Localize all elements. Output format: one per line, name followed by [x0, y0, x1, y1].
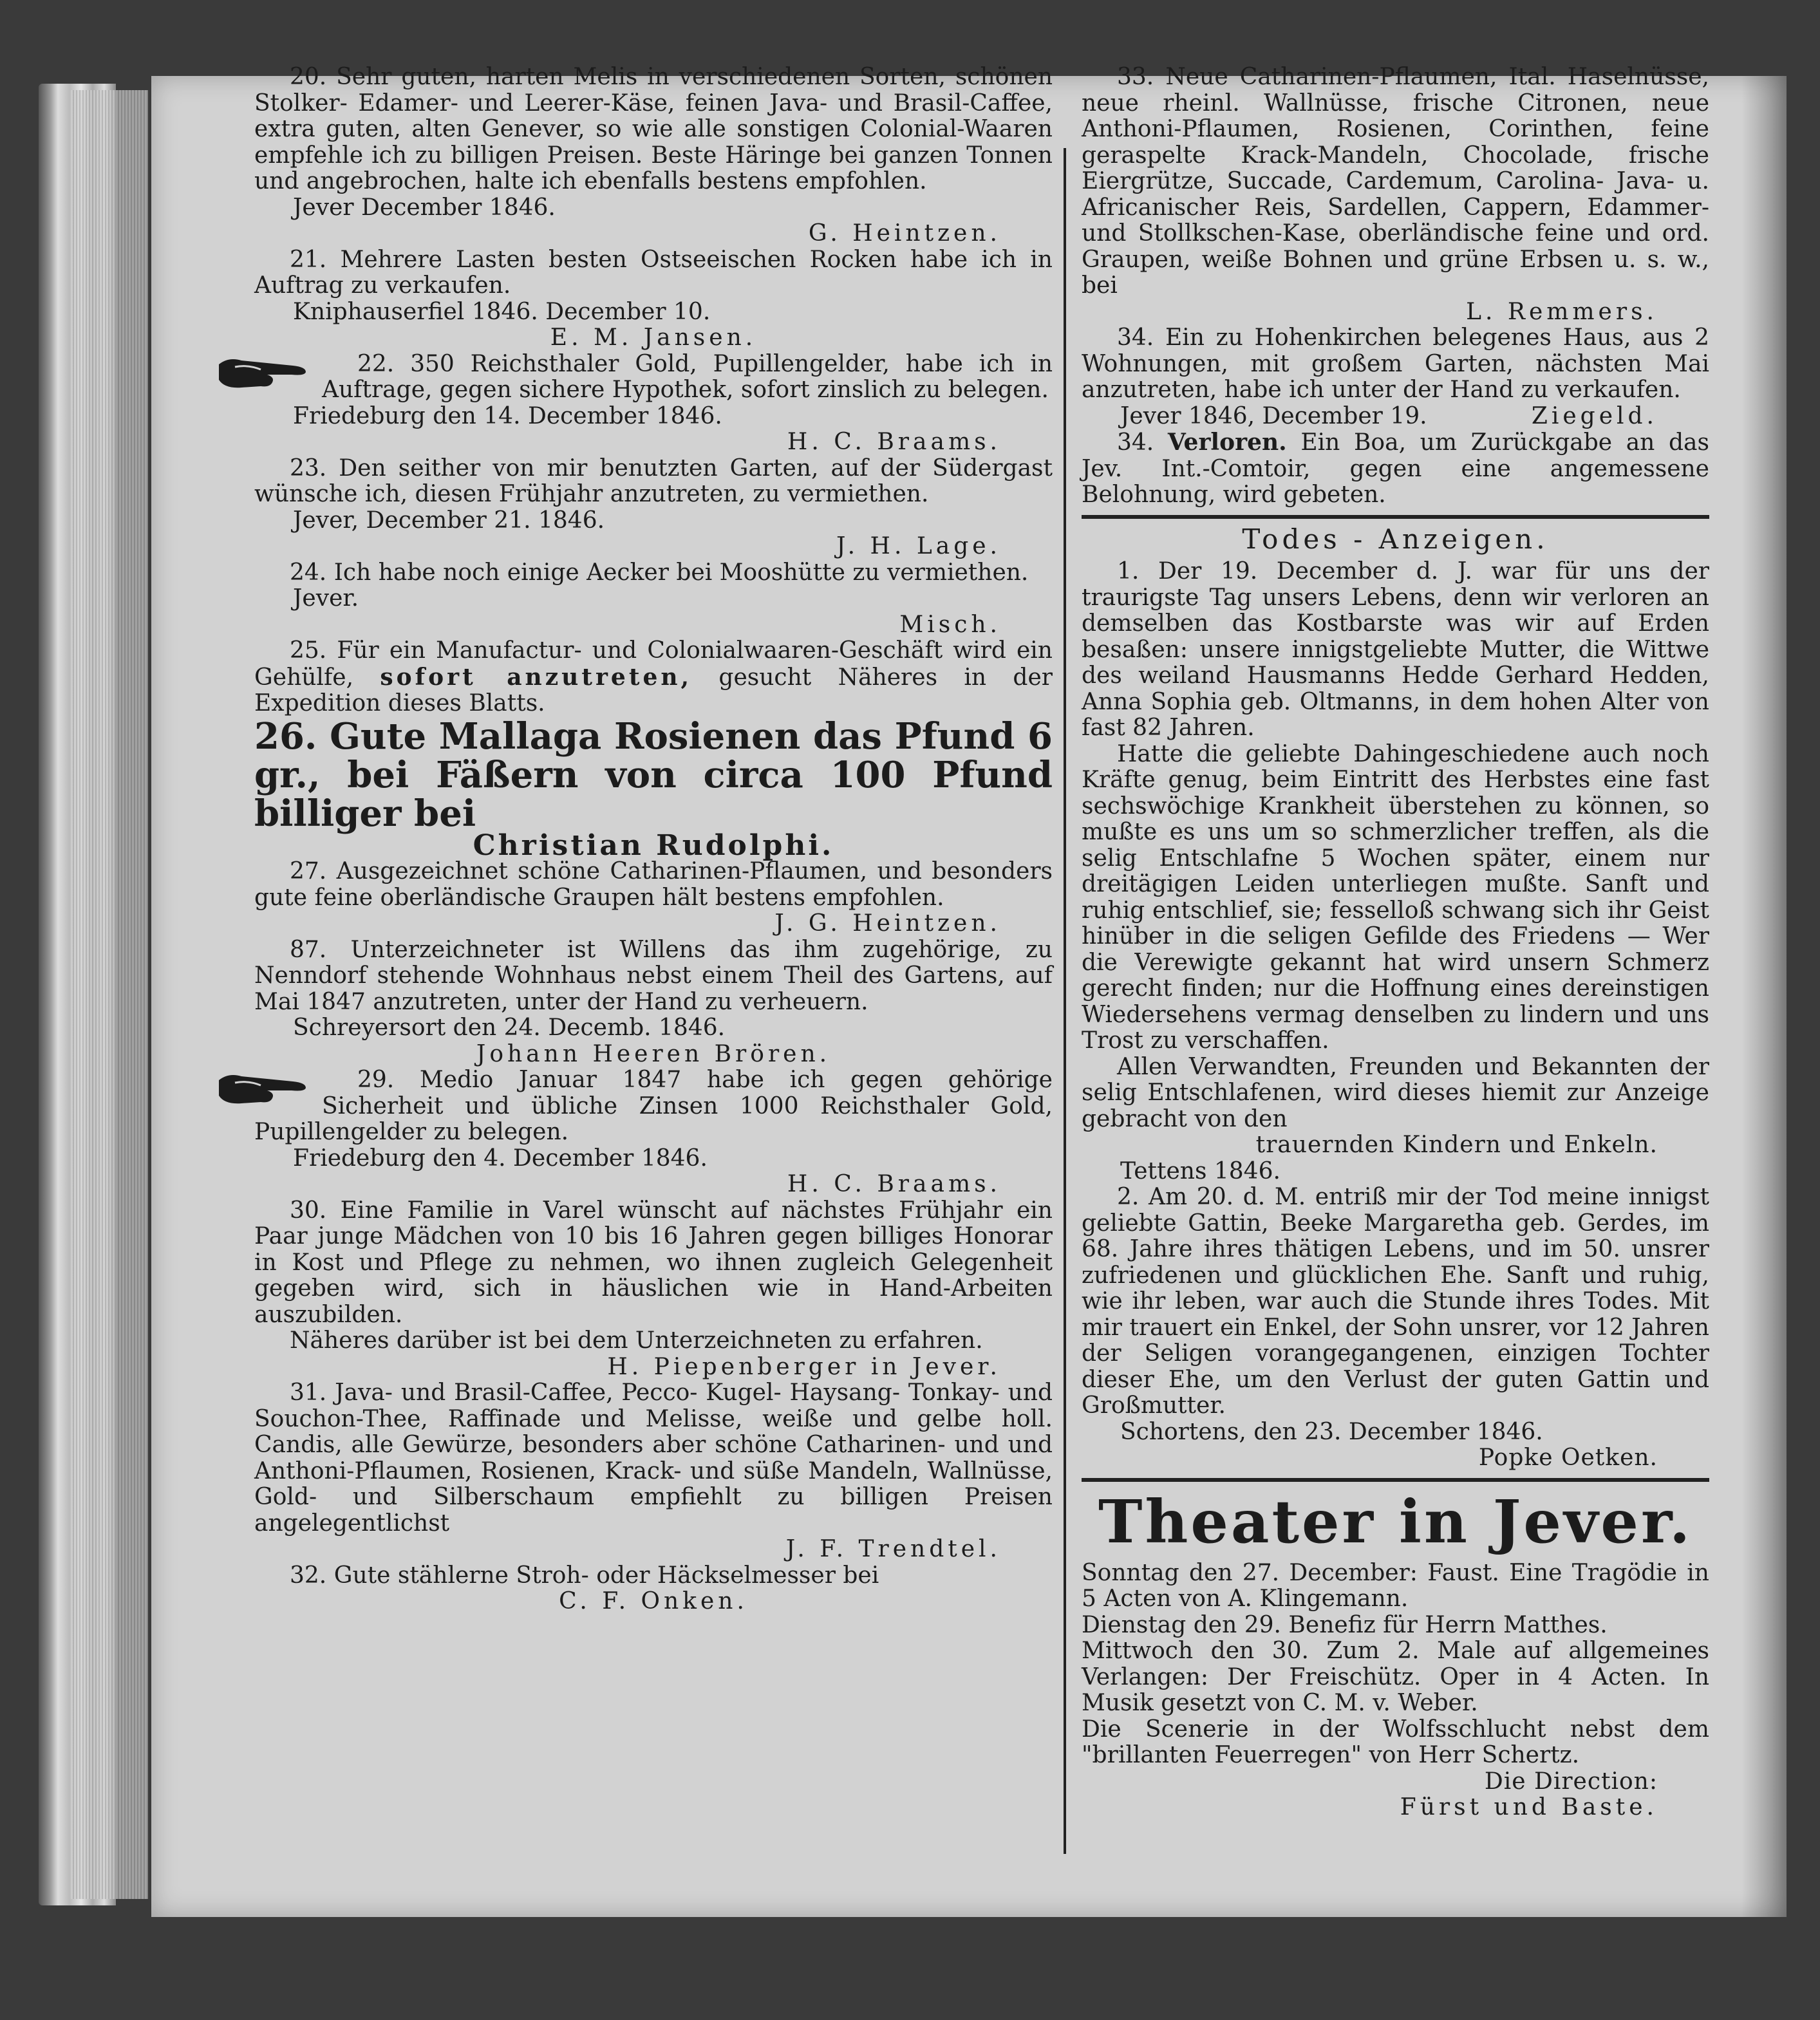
ad-22: [254, 351, 1053, 456]
ad-bold-text: Verloren.: [1167, 429, 1287, 456]
notice-signature: trauernden Kindern und Enkeln.: [1255, 1132, 1658, 1158]
notice-text: Allen Verwandten, Freunden und Bekannten der selig Entschlafenen, wird dieses hiemit zur Anzeige gebracht von den: [1082, 1053, 1709, 1132]
ad-text: 27. Ausgezeichnet schöne Catharinen-Pflaumen, und besonders gute feine oberländische Graupen hält bestens empfohlen.: [254, 858, 1053, 911]
ad-signature: L. Remmers.: [1466, 298, 1658, 325]
ad-place: Jever, December 21. 1846.: [293, 507, 605, 534]
ad-signature: H. C. Braams.: [787, 429, 1001, 455]
ad-text: 25. Für ein Manufactur- und Colonialwaaren-Geschäft wird ein Gehülfe, sofort anzutreten, gesucht Näheres in der Expedition dieses Blatts.: [254, 637, 1053, 716]
death-notices: [1082, 523, 1709, 1472]
ad-26: [254, 715, 1053, 862]
ad-place: Jever.: [293, 585, 359, 612]
ad-33: [1082, 64, 1709, 325]
ad-place: Kniphauserfiel 1846. December 10.: [293, 298, 711, 325]
ad-signature: G. Heintzen.: [808, 220, 1001, 247]
ad-signature: Johann Heeren Brören.: [476, 1040, 831, 1067]
ad-signature: Christian Rudolphi.: [473, 828, 834, 862]
ad-place: Schreyersort den 24. Decemb. 1846.: [293, 1015, 726, 1041]
ad-34-lost: [1082, 429, 1709, 509]
ad-signature: Misch.: [899, 611, 1001, 638]
ad-text: 22. 350 Reichsthaler Gold, Pupillengelder, habe ich in Auftrage, gegen sichere Hypothek, sofort zinslich zu belegen.: [322, 350, 1053, 403]
page-stack: [71, 90, 148, 1899]
ad-signature: C. F. Onken.: [559, 1588, 748, 1614]
ad-text: 34. Ein zu Hohenkirchen belegenes Haus, aus 2 Wohnungen, mit großem Garten, nächsten Mai anzutreten, habe ich unter der Hand zu verkaufen.: [1082, 324, 1709, 403]
ad-30: [254, 1198, 1053, 1381]
theater-line: Mittwoch den 30. Zum 2. Male auf allgemeines Verlangen: Der Freischütz. Oper in 4 Acten. In Musik gesetzt von C. M. v. Weber.: [1082, 1638, 1709, 1716]
theater-line: Dienstag den 29. Benefiz für Herrn Matthes.: [1082, 1611, 1608, 1638]
theater-line: Die Scenerie in der Wolfsschlucht nebst dem "brillanten Feuerregen" von Herr Schertz.: [1082, 1716, 1709, 1768]
theater-direction: Die Direction:: [1484, 1768, 1658, 1795]
section-rule: [1082, 1478, 1709, 1482]
ad-24: [254, 560, 1053, 639]
ad-23: [254, 456, 1053, 560]
section-rule: [1082, 515, 1709, 519]
right-column: [1082, 64, 1709, 1821]
notice-place: Tettens 1846.: [1120, 1157, 1281, 1184]
notice-signature: Popke Oetken.: [1478, 1445, 1658, 1471]
ad-place: Friedeburg den 14. December 1846.: [293, 402, 722, 429]
notice-place: Schortens, den 23. December 1846.: [1120, 1418, 1543, 1445]
ad-32: [254, 1563, 1053, 1615]
ad-34-house: [1082, 325, 1709, 429]
theater-signature: Fürst und Baste.: [1400, 1794, 1658, 1820]
ad-place: Friedeburg den 4. December 1846.: [293, 1145, 708, 1172]
ad-29: [254, 1067, 1053, 1198]
ad-text: 20. Sehr guten, harten Melis in verschiedenen Sorten, schönen Stolker- Edamer- und Leerer-Käse, feinen Java- und Brasil-Caffee, extra guten, alten Genever, so wie alle sonstigen Colonial-Waaren empfehle ich zu billigen Preisen. Beste Häringe bei ganzen Tonnen und angebrochen, halte ich ebenfalls bestens empfohlen.: [254, 64, 1053, 194]
ad-signature: H. Piepenberger in Jever.: [607, 1353, 1001, 1380]
ad-21: [254, 247, 1053, 351]
ad-text: 23. Den seither von mir benutzten Garten, auf der Südergast wünsche ich, diesen Frühjahr anzutreten, zu vermiethen.: [254, 454, 1053, 507]
section-title: Todes - Anzeigen.: [1242, 523, 1549, 555]
ad-text: 30. Eine Familie in Varel wünscht auf nächstes Frühjahr ein Paar junge Mädchen von 10 bis 16 Jahren gegen billiges Honorar in Kost und Pflege zu nehmen, wo ihnen zugleich Gelegenheit gegeben wird, sich in häuslichen wie in Hand-Arbeiten auszubilden.: [254, 1197, 1053, 1328]
theater-section: [1082, 1486, 1709, 1821]
ad-bold-text: sofort anzutreten,: [380, 663, 693, 691]
pointing-hand-icon: [216, 351, 312, 397]
ad-text: 21. Mehrere Lasten besten Ostseeischen Rocken habe ich in Auftrag zu verkaufen.: [254, 246, 1053, 299]
notice-text: 2. Am 20. d. M. entriß mir der Tod meine innigst geliebte Gattin, Beeke Margaretha geb. Gerdes, im 68. Jahre ihres thätigen Lebens, und im 50. unsrer zufriedenen und glücklichen Ehe. Sanft und ruhig, wie ihr leben, war auch die Stunde ihres Todes. Mit mir trauert ein Enkel, der Sohn unsrer, vor 12 Jahren der Seligen vorangegangenen, einzigen Tochter dieser Ehe, um den Verlust der guten Gattin und Großmutter.: [1082, 1184, 1709, 1419]
ad-27: [254, 859, 1053, 937]
ad-text: 26. Gute Mallaga Rosienen das Pfund 6 gr., bei Fäßern von circa 100 Pfund billiger bei: [254, 715, 1053, 835]
column-divider: [1064, 148, 1066, 1854]
ad-text: 32. Gute stählerne Stroh- oder Häckselmesser bei: [290, 1562, 879, 1589]
ad-87: [254, 937, 1053, 1068]
ad-signature: J. F. Trendtel.: [785, 1536, 1001, 1562]
theater-title: Theater in Jever.: [1098, 1486, 1693, 1557]
ad-place: Jever December 1846.: [293, 194, 556, 221]
ad-25: [254, 638, 1053, 717]
ad-text: 87. Unterzeichneter ist Willens das ihm zugehörige, zu Nenndorf stehende Wohnhaus nebst einem Theil des Gartens, auf Mai 1847 anzutreten, unter der Hand zu verheuern.: [254, 936, 1053, 1015]
ad-signature: H. C. Braams.: [787, 1171, 1001, 1197]
ad-20: [254, 64, 1053, 247]
ad-text: 31. Java- und Brasil-Caffee, Pecco- Kugel- Haysang- Tonkay- und Souchon-Thee, Raffinade und Melisse, weiße und gelbe holl. Candis, alle Gewürze, besonders aber schöne Catharinen- und und Anthoni-Pflaumen, Rosienen, Krack- und süße Mandeln, Wallnüsse, Gold- und Silberschaum empfiehlt zu billigen Preisen angelegentlichst: [254, 1379, 1053, 1537]
notice-text: Hatte die geliebte Dahingeschiedene auch noch Kräfte genug, beim Eintritt des Herbstes eine fast sechswöchige Krankheit überstehen zu können, so mußte es uns um so schmerzlicher treffen, als die selig Entschlafne 5 Wochen später, einem nur dreitägigen Leiden unterliegen mußte. Sanft und ruhig entschlief, sie; fesselloß schwang sich ihr Geist hinüber in die seligen Gefilde des Friedens — Wer die Verewigte gekannt hat wird unsern Schmerz gerecht finden; nur die Hoffnung eines dereinstigen Wiedersehens vermag denselben zu lindern und uns Trost zu verschaffen.: [1082, 740, 1709, 1054]
ad-31: [254, 1380, 1053, 1563]
ad-signature: J. G. Heintzen.: [774, 910, 1001, 937]
ad-text: 33. Neue Catharinen-Pflaumen, Ital. Haselnüsse, neue rheinl. Wallnüsse, frische Citronen, neue Anthoni-Pflaumen, Rosienen, Corinthen, feine geraspelte Krack-Mandeln, Chocolade, frische Eiergrütze, Succade, Cardemum, Carolina- Java- u. Africanischer Reis, Sardellen, Cappern, Edammer- und Stollkschen-Kase, oberländische feine und ord. Graupen, weiße Bohnen und grüne Erbsen u. s. w., bei: [1082, 64, 1709, 299]
theater-line: Sonntag den 27. December: Faust. Eine Tragödie in 5 Acten von A. Klingemann.: [1082, 1559, 1709, 1612]
ad-text: 34. Verloren. Ein Boa, um Zurückgabe an das Jev. Int.-Comtoir, gegen eine angemessene Belohnung, wird gebeten.: [1082, 429, 1709, 508]
ad-text: 29. Medio Januar 1847 habe ich gegen gehörige Sicherheit und übliche Zinsen 1000 Reichsthaler Gold, Pupillengelder zu belegen.: [254, 1067, 1053, 1145]
ad-text: 24. Ich habe noch einige Aecker bei Mooshütte zu vermiethen.: [290, 559, 1029, 586]
notice-text: 1. Der 19. December d. J. war für uns der traurigste Tag unsers Lebens, denn wir verloren an demselben das Kostbarste was wir auf Erden besaßen: unsere innigstgeliebte Mutter, die Wittwe des weiland Hausmanns Hedde Gerhard Hedden, Anna Sophia geb. Oltmanns, in dem hohen Alter von fast 82 Jahren.: [1082, 558, 1709, 741]
ad-signature: J. H. Lage.: [836, 533, 1001, 559]
ad-signature: E. M. Jansen.: [550, 324, 757, 351]
ad-text: Näheres darüber ist bei dem Unterzeichneten zu erfahren.: [290, 1327, 983, 1354]
pointing-hand-icon: [216, 1067, 312, 1112]
ad-place-line: Jever 1846, December 19. Ziegeld.: [1082, 404, 1709, 430]
ad-signature: Ziegeld.: [1531, 402, 1658, 429]
left-column: [254, 64, 1053, 1615]
